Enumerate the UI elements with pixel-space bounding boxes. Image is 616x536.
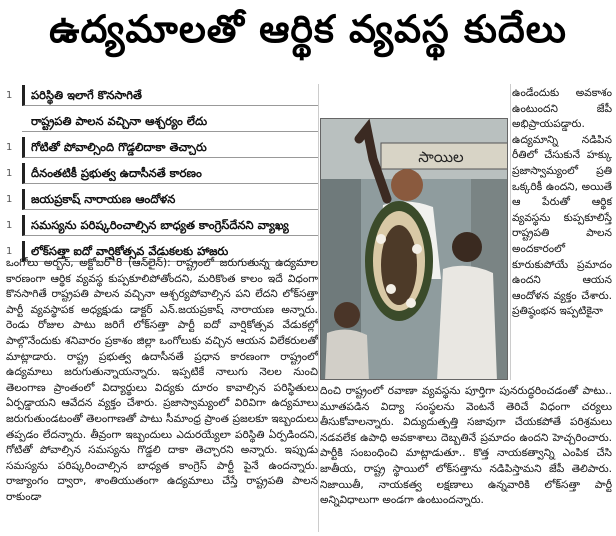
shop-sign-text: సాయిల xyxy=(418,148,464,166)
headline: ఉద్యమాలతో ఆర్థిక వ్యవస్థ కుదేలు xyxy=(49,7,567,51)
bullet-marker: 1 xyxy=(6,89,13,101)
highlight-item xyxy=(6,84,318,106)
bullet-marker: 1 xyxy=(6,141,13,153)
article-body-bottom: దించి రాష్ట్రంలో రవాణా వ్యవస్థను పూర్తిగా పునరుద్ధరించడంతో పాటు.. మూతపడిన విద్యా సంస్థలను వెంటనే తెరిచే విధంగా చర్యలు తీసుకోవాలన్నారు. విద్యుదుత్పత్తి సజావుగా చేయకపోతే పరిశ్రమలు నడవలేక ఉపాధి అవకాశాలు దెబ్బతినే ప్రమాదం ఉందని హెచ్చరించారు. పార్టీకి సంబంధించి మాట్లాడుతూ.. కొత్త నాయకత్వాన్ని ఎంపిక చేసి జాతీయ, రాష్ట్ర స్థాయిలో లోక్‌సత్తాను నడిపిస్తామని జేపీ తెలిపారు. నిజాయితీ, నాయకత్వ లక్షణాలు ఉన్నవారికి లోక్‌సత్తా పార్టీ అన్నివిధాలుగా అండగా ఉంటుందన్నారు. xyxy=(320,385,612,507)
bullet-marker: 1 xyxy=(6,245,13,257)
highlight-text: రాష్ట్రపతి పాలన వచ్చినా ఆశ్చర్యం లేదు xyxy=(22,111,318,132)
highlight-item xyxy=(6,110,318,132)
highlight-item xyxy=(6,162,318,184)
rally-photo-illustration xyxy=(321,119,508,380)
bullet-marker: 1 xyxy=(6,167,13,179)
bullet-marker: 1 xyxy=(6,193,13,205)
highlight-text: సమస్యను పరిష్కరించాల్సిన బాధ్యత కాంగ్రెస్‌దేనని వ్యాఖ్య xyxy=(22,215,318,236)
article-body-left: ఒంగోలు అర్బన్, అక్టోబర్ 8 (ఆన్‌లైన్): రాష్ట్రంలో జరుగుతున్న ఉద్యమాల కారణంగా ఆర్థిక వ్యవస్థ కుప్పకూలిపోతోందని, మరికొంత కాలం ఇదే విధంగా కొనసాగితే రాష్ట్రపతి పాలన వచ్చినా ఆశ్చర్యపోవాల్సిన పని లేదని లోక్‌సత్తా పార్టీ వ్యవస్థాపక అధ్యక్షుడు డాక్టర్ ఎన్.జయప్రకాష్ నారాయణ అన్నారు. రెండు రోజుల పాటు జరిగే లోక్‌సత్తా పార్టీ ఐదో వార్షికోత్సవ వేడుకల్లో పాల్గొనేందుకు శనివారం ప్రకాశం జిల్లా ఒంగోలుకు వచ్చిన ఆయన విలేకరులతో మాట్లాడారు. రాష్ట్ర ప్రభుత్వ ఉదాసీనతే ప్రధాన కారణంగా రాష్ట్రంలో ఉద్యమాలు జరుగుతున్నాయన్నారు. ఇప్పటికే నాలుగు నెలల నుంచి తెలంగాణ ప్రాంతంలో విద్యార్థులు విద్యకు దూరం కావాల్సిన పరిస్థితులు ఏర్పడ్డాయని ఆవేదన వ్యక్తం చేశారు. ప్రజాస్వామ్యంలో విరివిగా ఉద్యమాలు జరుగుతుండటంతో తెలంగాణతో పాటు సీమాంధ్ర ప్రాంత ప్రజలకూ ఇబ్బందులు తప్పడం లేదన్నారు. తీవ్రంగా ఇబ్బందులు ఎదురయ్యేలా పరిస్థితి ఏర్పడిందని, గోటితో పోవాల్సిన సమస్యను గొడ్డలి దాకా తెచ్చారని అన్నారు. ఇప్పుడు సమస్యను పరిష్కరించాల్సిన బాధ్యత కాంగ్రెస్ పార్టీ పైనే ఉందన్నారు. రాజ్యాంగం ద్వారా, శాంతియుతంగా ఉద్యమాలు చేస్తే రాష్ట్రపతి పాలన రాకుండా xyxy=(6,257,318,503)
highlight-item xyxy=(6,136,318,158)
highlight-item xyxy=(6,188,318,210)
news-photo xyxy=(320,118,508,380)
highlight-text: జయప్రకాష్ నారాయణ ఆందోళన xyxy=(22,189,318,210)
highlight-item xyxy=(6,214,318,236)
highlight-text: పరిస్థితి ఇలాగే కొనసాగితే xyxy=(22,85,318,106)
bullet-marker: 1 xyxy=(6,219,13,231)
column-divider xyxy=(510,84,511,380)
article-body-right: ఉండేందుకు అవకాశం ఉంటుందని జేపీ అభిప్రాయపడ్డారు. ఉద్యమాన్ని నడిపిన రీతిలో చేసుకునే హక్కు ప్రజాస్వామ్యంలో ప్రతి ఒక్కరికీ ఉందని, అయితే ఆ పేరుతో ఆర్థిక వ్యవస్థను కుప్పకూలిస్తే రాష్ట్రపతి పాలన అందకారంలో కూరుకుపోయే ప్రమాదం ఉందని ఆయన ఆందోళన వ్యక్తం చేశారు. ప్రతిష్ఠంభన ఇప్పటికైనా xyxy=(512,87,612,318)
highlight-text: గోటితో పోవాల్సింది గొడ్డలిదాకా తెచ్చారు xyxy=(22,137,318,158)
column-divider xyxy=(318,84,319,532)
highlight-text: లోక్‌సత్తా ఐదో వార్షికోత్సవ వేడుకలకు హాజరు xyxy=(22,241,318,262)
highlights-list xyxy=(6,84,318,266)
highlight-text: దీనంతటికీ ప్రభుత్వ ఉదాసీనతే కారణం xyxy=(22,163,318,184)
